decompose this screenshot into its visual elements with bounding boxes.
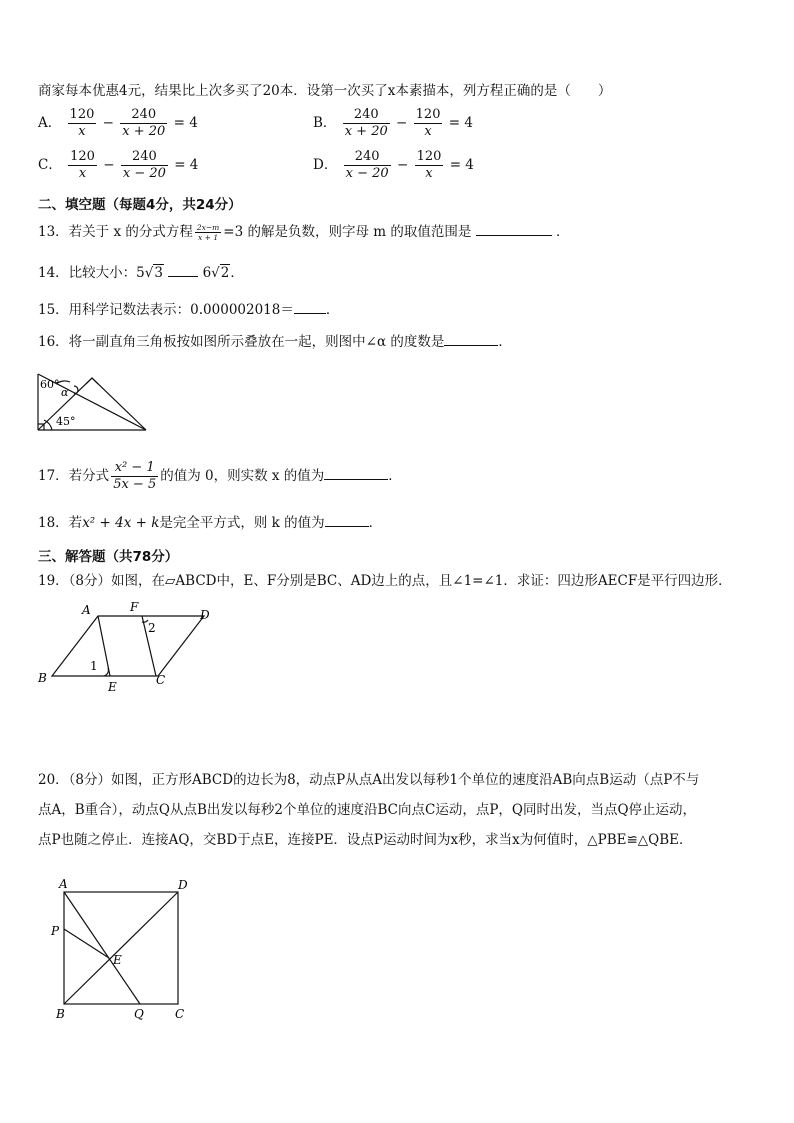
option-letter: A． <box>38 115 62 131</box>
q12-stem: 商家每本优惠4元，结果比上次多买了20本．设第一次买了x本素描本，列方程正确的是（ ） <box>38 83 612 99</box>
question-15 <box>38 300 339 320</box>
answer-blank[interactable] <box>168 264 198 277</box>
option-c[interactable] <box>38 149 198 182</box>
period: ． <box>388 468 402 484</box>
question-16 <box>38 332 512 352</box>
label-45: 45° <box>56 415 76 428</box>
period: ． <box>325 302 340 318</box>
section-fill-in-title: 二、填空题（每题4分，共24分） <box>38 197 242 213</box>
answer-blank[interactable] <box>476 223 552 236</box>
q14-coef: 6 <box>202 265 212 281</box>
label-B: B <box>56 1007 65 1021</box>
q18-expression: x² + 4x + k <box>82 515 160 531</box>
label-2: 2 <box>148 621 156 635</box>
q18-text-2: 是完全平方式，则 k 的值为 <box>159 515 325 531</box>
question-14 <box>38 263 244 283</box>
q14-text: 14．比较大小：5 <box>38 265 145 281</box>
q13-text: 13．若关于 x 的分式方程 <box>38 224 193 240</box>
answer-blank[interactable] <box>324 467 388 480</box>
period: ． <box>230 265 244 281</box>
fraction: $\frac{120}{x}$ <box>69 107 95 139</box>
answer-blank[interactable] <box>294 301 326 314</box>
minus-sign: − <box>396 157 409 173</box>
section-solve-title: 三、解答题（共78分） <box>38 549 179 565</box>
option-letter: C． <box>38 157 62 173</box>
fraction: $\frac{240}{x - 20}$ <box>122 149 166 181</box>
label-Q: Q <box>134 1007 144 1021</box>
fraction: $\frac{120}{x}$ <box>415 107 441 139</box>
label-A: A <box>82 603 91 617</box>
question-20-line-1: 20．（8分）如图，正方形ABCD的边长为8，动点P从点A出发以每秒1个单位的速度沿AB向点B运动（点P不与 <box>38 772 700 788</box>
label-P: P <box>51 924 60 938</box>
question-20-line-2: 点A，B重合），动点Q从点B出发以每秒2个单位的速度沿BC向点C运动，点P，Q同时出发，当点Q停止运动， <box>38 802 697 818</box>
label-E: E <box>113 953 122 967</box>
minus-sign: − <box>102 115 114 131</box>
answer-blank[interactable] <box>325 514 369 527</box>
question-17 <box>38 460 402 493</box>
radicand: 2 <box>220 265 230 281</box>
q17-text-2: 的值为 0，则实数 x 的值为 <box>160 468 325 484</box>
label-C: C <box>156 673 166 687</box>
period: ． <box>555 224 570 240</box>
rhs: = 4 <box>448 115 473 131</box>
sqrt-sign: √ <box>211 265 220 281</box>
radicand: 3 <box>154 265 163 281</box>
label-E: E <box>108 680 117 694</box>
period: ． <box>498 334 512 350</box>
minus-sign: − <box>103 157 115 173</box>
label-D: D <box>178 878 188 892</box>
fraction: $\frac{240}{x + 20}$ <box>122 107 166 139</box>
fraction: $\frac{2x-m}{x + 1}$ <box>196 223 220 242</box>
q16-text: 16．将一副直角三角板按如图所示叠放在一起，则图中∠α 的度数是 <box>38 334 445 350</box>
fraction: $\frac{240}{x + 20}$ <box>344 107 388 139</box>
option-letter: B． <box>313 115 337 131</box>
question-18 <box>38 513 382 533</box>
option-d[interactable] <box>313 149 474 182</box>
question-20-line-3: 点P也随之停止．连接AQ，交BD于点E，连接PE．设点P运动时间为x秒，求当x为何值时，△PBE≌△QBE． <box>38 832 693 848</box>
answer-blank[interactable] <box>444 333 498 346</box>
question-19: 19．（8分）如图，在▱ABCD中，E、F分别是BC、AD边上的点，且∠1=∠1．求证：四边形AECF是平行四边形． <box>38 573 732 589</box>
option-a[interactable] <box>38 107 198 140</box>
label-C: C <box>175 1007 185 1021</box>
label-A: A <box>59 877 68 891</box>
label-B: B <box>38 671 47 685</box>
q18-text: 18．若 <box>38 515 83 531</box>
label-D: D <box>200 608 210 622</box>
label-alpha: α <box>61 386 69 399</box>
rhs: = 4 <box>174 157 199 173</box>
parallelogram-figure <box>34 598 224 696</box>
label-60: 60° <box>40 378 60 391</box>
fraction: $\frac{120}{x}$ <box>416 149 442 181</box>
rhs: = 4 <box>449 157 474 173</box>
rhs: = 4 <box>173 115 198 131</box>
option-b[interactable] <box>313 107 473 140</box>
sqrt-sign: √ <box>144 265 154 281</box>
q17-text: 17．若分式 <box>38 468 110 484</box>
triangle-figure <box>34 370 154 436</box>
question-13 <box>38 222 569 242</box>
fraction: $\frac{\text{x² − 1}}{5x - 5}$ <box>113 460 157 492</box>
option-letter: D． <box>313 157 338 173</box>
q13-text-2: =3 的解是负数，则字母 m 的取值范围是 <box>223 224 472 240</box>
label-F: F <box>130 600 139 614</box>
square-figure <box>48 872 198 1027</box>
fraction: $\frac{120}{x}$ <box>70 149 95 181</box>
q15-text: 15．用科学记数法表示：0.000002018＝ <box>38 302 294 318</box>
minus-sign: − <box>396 115 408 131</box>
fraction: $\frac{240}{x - 20}$ <box>345 149 389 181</box>
label-1: 1 <box>90 659 98 673</box>
period: ． <box>368 515 383 531</box>
